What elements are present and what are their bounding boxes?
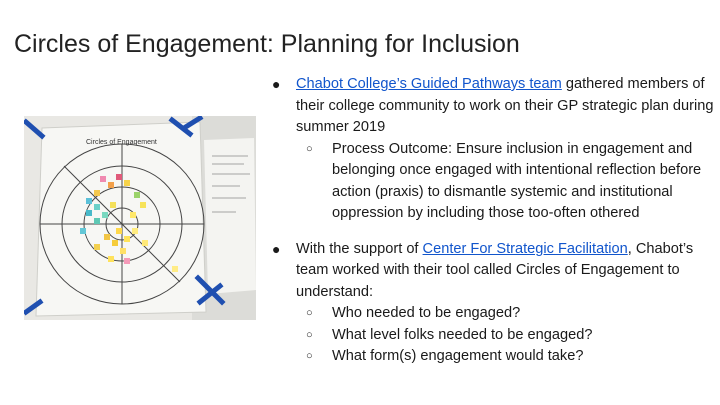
poster-title: Circles of Engagement <box>86 139 157 146</box>
sub-bullet-item <box>268 346 714 368</box>
circles-of-engagement-photo <box>24 116 256 320</box>
sub-bullet-ring-icon: ○ <box>306 142 313 155</box>
bullet-text-after: , Chabot’s team worked with their tool called Circles of Engagement to understand: <box>296 240 694 300</box>
sub-bullet-text: Process Outcome: Ensure inclusion in engagement and belonging once engaged with intentional reflection before action (praxis) to dismantle systemic and institutional oppression by including those too-often othered <box>332 140 702 221</box>
sub-bullet-text: What form(s) engagement would take? <box>332 348 584 364</box>
bullet-dot-icon: ● <box>272 76 281 92</box>
sub-bullet-text: Who needed to be engaged? <box>332 305 521 321</box>
sub-bullet-ring-icon: ○ <box>306 350 313 362</box>
bullet-dot-icon: ● <box>272 240 281 257</box>
slide-title: Circles of Engagement: Planning for Inclusion <box>14 30 520 58</box>
poster-illustration <box>24 116 256 320</box>
sub-bullet-ring-icon: ○ <box>306 328 313 341</box>
bullet-item <box>268 239 714 304</box>
bullet-text-before: With the support of <box>296 240 423 257</box>
bullet-item <box>268 74 714 139</box>
sub-bullet-item <box>268 139 714 225</box>
center-for-strategic-facilitation-link[interactable]: Center For Strategic Facilitation <box>422 240 628 257</box>
bullet-text: gathered members of their college community to work on their GP strategic plan during summer 2019 <box>296 76 714 135</box>
sub-bullet-ring-icon: ○ <box>306 307 313 319</box>
sub-bullet-text: What level folks needed to be engaged? <box>332 326 593 343</box>
guided-pathways-team-link[interactable]: Chabot College’s Guided Pathways team <box>296 76 562 92</box>
sub-bullet-item <box>268 303 714 325</box>
slide-body <box>268 74 714 368</box>
sub-bullet-item <box>268 325 714 347</box>
